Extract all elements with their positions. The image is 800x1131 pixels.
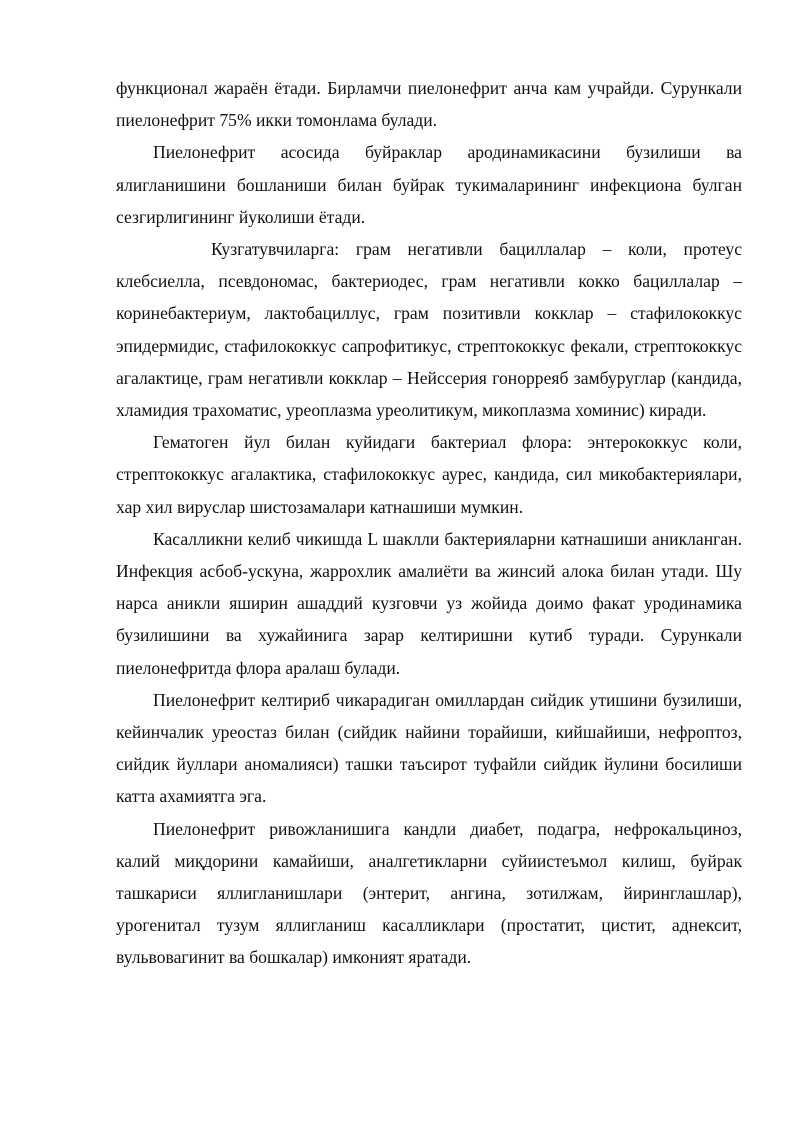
paragraph-2: Пиелонефрит асосида буйраклар ародинамикасини бузилиши ва ялигланишини бошланиши билан буйрак тукималарининг инфекциона булган сезгирлигининг йуколиши ётади. [116, 142, 742, 227]
paragraph-5: Касалликни келиб чикишда L шаклли бактерияларни катнашиши аникланган. Инфекция асбоб-ускуна, жаррохлик амалиёти ва жинсий алока билан утади. Шу нарса аникли яширин ашаддий кузговчи уз жойида доимо факат уродинамика бузилишини ва хужайинига зарар келтиришни кутиб туради. Сурункали пиелонефритда флора аралаш булади. [116, 528, 742, 678]
paragraph-1: функционал жараён ётади. Бирламчи пиелонефрит анча кам учрайди. Сурункали пиелонефрит 75% икки томонлама булади. [116, 78, 742, 131]
paragraph-6: Пиелонефрит келтириб чикарадиган омиллардан сийдик утишини бузилиши, кейинчалик уреостаз билан (сийдик найини торайиши, кийшайиши, нефроптоз, сийдик йуллари аномалияси) ташки таъсирот туфайли сийдик йулини босилиши катта ахамиятга эга. [116, 689, 742, 807]
paragraph-3: Кузгатувчиларга: грам негативли бациллалар – коли, протеус клебсиелла, псевдономас, бактериодес, грам негативли кокко бациллалар – коринебактериум, лактобациллус, грам позитивли кокклар – стафилококкус эпидермидис, стафилококкус сапрофитикус, стрептококкус фекали, стрептококкус агалактице, грам негативли кокклар – Нейссерия гонорреяб замбуруглар (кандида, хламидия трахоматис, уреоплазма уреолитикум, микоплазма хоминис) киради. [116, 239, 742, 421]
paragraph-7: Пиелонефрит ривожланишига кандли диабет, подагра, нефрокальциноз, калий миқдорини камайиши, аналгетикларни суйиистеъмол килиш, буйрак ташкариси яллигланишлари (энтерит, ангина, зотилжам, йиринглашлар), урогенитал тузум яллигланиш касалликлари (простатит, цистит, аднексит, вульвовагинит ва бошкалар) имконият яратади. [116, 818, 742, 968]
paragraph-4: Гематоген йул билан куйидаги бактериал флора: энтерококкус коли, стрептококкус агалактика, стафилококкус аурес, кандида, сил микобактериялари, хар хил вируслар шистозамалари катнашиши мумкин. [116, 432, 742, 517]
document-body [116, 72, 742, 974]
